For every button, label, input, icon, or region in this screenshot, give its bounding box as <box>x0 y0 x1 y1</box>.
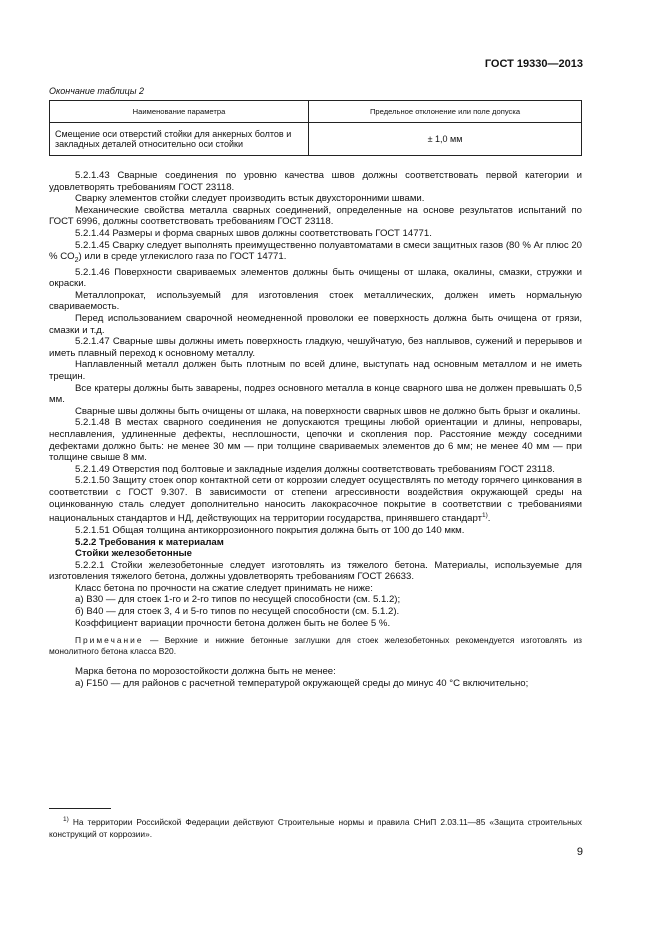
footnote <box>49 814 582 840</box>
page-number: 9 <box>576 846 583 858</box>
table-cell-parameter: Смещение оси отверстий стойки для анкерных болтов и закладных деталей относительно оси стойки <box>50 123 309 156</box>
paragraph: Металлопрокат, используемый для изготовления стоек металлических, должен иметь нормальную свариваемость. <box>49 289 582 313</box>
paragraph: Наплавленный металл должен быть плотным по всей длине, выступать над основным металлом и не иметь трещин. <box>49 359 582 382</box>
footnote-text: На территории Российской Федерации действуют Строительные нормы и правила СНиП 2.03.11—85 «Защита строительных конструкций от коррозии». <box>49 816 582 839</box>
table-caption: Окончание таблицы 2 <box>49 86 144 96</box>
footnote-divider <box>49 808 111 809</box>
paragraph: Марка бетона по морозостойкости должна быть не менее: <box>75 666 336 678</box>
note-label: Примечание <box>75 635 144 646</box>
body-text <box>49 170 582 689</box>
paragraph-part: 5.2.1.45 Сварку следует выполнять преимущественно полуавтоматами в смеси защитных газов (80 % Ar плюс 20 % CO <box>49 239 582 263</box>
table-cell-tolerance: ± 1,0 мм <box>309 123 582 156</box>
paragraph-part: ) или в среде углекислого газа по ГОСТ 14771. <box>78 251 287 263</box>
paragraph <box>49 475 582 525</box>
paragraph-part: 5.2.1.50 Защиту стоек опор контактной сети от коррозии следует осуществлять по методу горячего цинкования в соответствии с ГОСТ 9.307. В зависимости от степени агрессивности воздействия окружающей среды на оцинкованную сталь следует дополнительно наносить лакокрасочное покрытие в соответствии с требованиями национальных стандартов и НД, действующих на территории государства, принявшего стандарт <box>49 475 582 525</box>
paragraph: Коэффициент вариации прочности бетона должен быть не более 5 %. <box>75 617 391 629</box>
paragraph: 5.2.1.48 В местах сварного соединения не допускаются трещины любой ориентации и длины, непровары, несплавления, удлиненные дефекты, несплошности, цепочки и скопления пор. Расстояние между соседними дефектами должно быть: не менее 30 мм — при толщине свариваемых элементов до 6 мм; не менее 40 мм — при толщине свыше 8 мм. <box>49 417 582 464</box>
table-header-row <box>50 101 582 123</box>
note <box>49 635 582 656</box>
paragraph: 5.2.1.44 Размеры и форма сварных швов должны соответствовать ГОСТ 14771. <box>75 227 432 239</box>
paragraph: Сварку элементов стойки следует производить встык двухсторонними швами. <box>75 193 425 205</box>
list-item: а) В30 — для стоек 1-го и 2-го типов по несущей способности (см. 5.1.2); <box>75 594 401 606</box>
paragraph: Все кратеры должны быть заварены, подрез основного металла в конце сварного шва не должен превышать 0,5 мм. <box>49 382 582 406</box>
paragraph: 5.2.1.47 Сварные швы должны иметь поверхность гладкую, чешуйчатую, без наплывов, сужений и перерывов и иметь плавный переход к основному металлу. <box>49 336 582 359</box>
paragraph: Сварные швы должны быть очищены от шлака, на поверхности сварных швов не должно быть брызг и окалины. <box>75 405 581 417</box>
footnote-ref: 1) <box>482 512 488 520</box>
paragraph-part: . <box>487 513 491 525</box>
table-row <box>50 123 582 156</box>
paragraph: Класс бетона по прочности на сжатие следует принимать не ниже: <box>75 582 373 594</box>
paragraph: Механические свойства металла сварных соединений, определенные на основе результатов испытаний по ГОСТ 6996, должны соответствовать требованиям ГОСТ 23118. <box>49 204 582 228</box>
paragraph: 5.2.1.49 Отверстия под болтовые и закладные изделия должны соответствовать требованиям ГОСТ 23118. <box>75 463 555 475</box>
parameter-table <box>49 100 582 156</box>
column-header-tolerance: Предельное отклонение или поле допуска <box>309 101 582 123</box>
subscript: 2 <box>74 257 79 265</box>
list-item: б) В40 — для стоек 3, 4 и 5-го типов по несущей способности (см. 5.1.2). <box>75 606 400 618</box>
footnote-mark: 1) <box>63 816 69 823</box>
paragraph <box>49 240 582 267</box>
paragraph: 5.2.1.43 Сварные соединения по уровню качества швов должны соответствовать первой категории и удовлетворять требованиям ГОСТ 23118. <box>49 170 582 193</box>
paragraph: Перед использованием сварочной неомедненной проволоки ее поверхность должна быть очищена от грязи, смазки и т.д. <box>49 313 582 336</box>
note-text: — Верхние и нижние бетонные заглушки для стоек железобетонных рекомендуется изготовлять из монолитного бетона класса В20. <box>49 635 582 656</box>
list-item: а) F150 — для районов с расчетной температурой окружающей среды до минус 40 °С включительно; <box>75 677 529 689</box>
section-heading: 5.2.2 Требования к материалам <box>75 536 224 548</box>
paragraph: 5.2.1.51 Общая толщина антикоррозионного покрытия должна быть от 100 до 140 мкм. <box>75 524 465 536</box>
column-header-parameter: Наименование параметра <box>50 101 309 123</box>
paragraph: 5.2.2.1 Стойки железобетонные следует изготовлять из тяжелого бетона. Материалы, используемые для изготовления тяжелого бетона, должны удовлетворять требованиям ГОСТ 26633. <box>49 559 582 583</box>
paragraph: 5.2.1.46 Поверхности свариваемых элементов должны быть очищены от шлака, окалины, смазки, стружки и окраски. <box>49 266 582 290</box>
document-code: ГОСТ 19330—2013 <box>484 58 583 70</box>
subsection-heading: Стойки железобетонные <box>75 548 193 560</box>
